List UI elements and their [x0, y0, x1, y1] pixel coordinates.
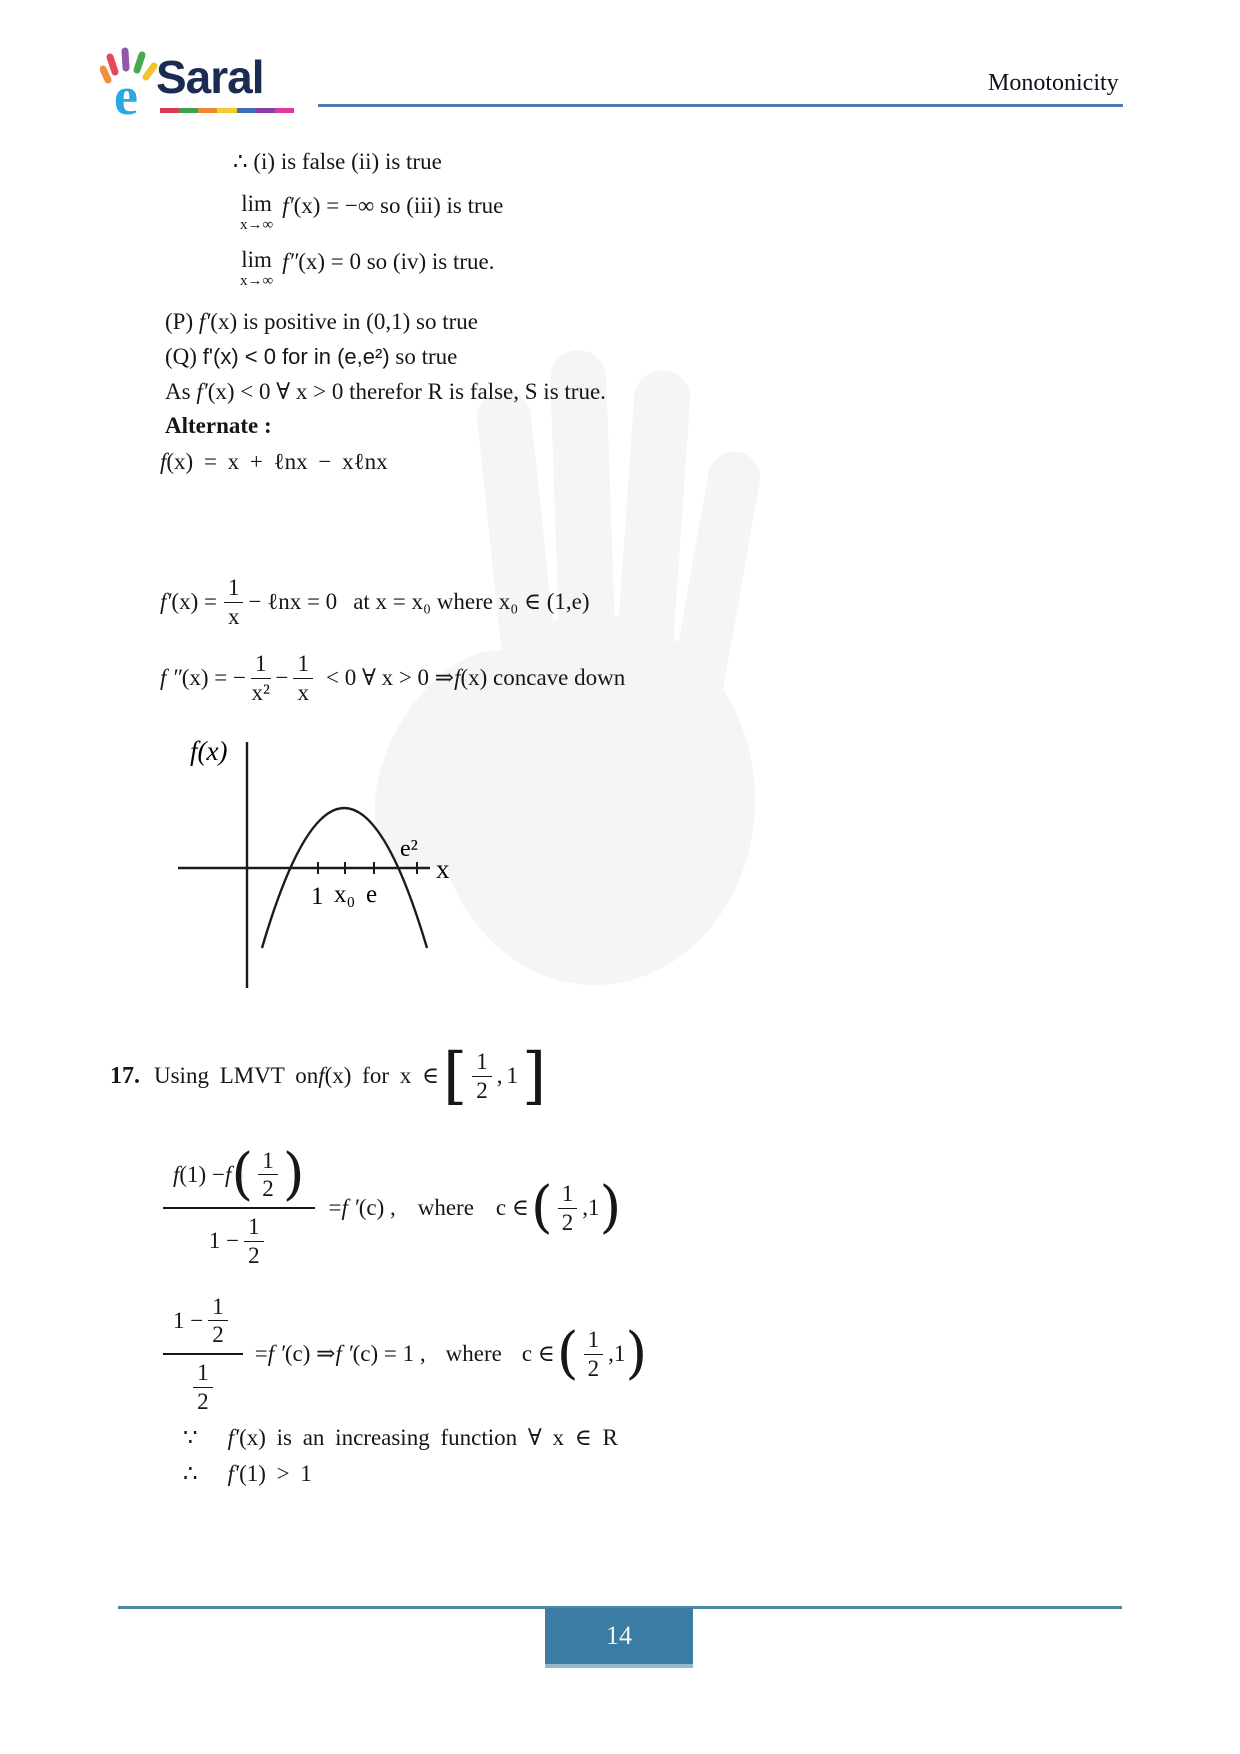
- denominator: 2: [587, 1355, 600, 1381]
- f-double-prime: f ″: [160, 665, 182, 690]
- function-definition: [160, 448, 388, 476]
- lim-word: lim: [241, 191, 272, 216]
- concavity-graph: [150, 726, 480, 994]
- equation-mid: − ℓnx = 0: [248, 589, 338, 614]
- f-symbol: f: [160, 449, 167, 474]
- page-number: 14: [606, 1621, 632, 1650]
- limit-operator: [240, 248, 273, 289]
- numerator-text: 1 −: [173, 1307, 204, 1333]
- f-symbol: f: [454, 665, 461, 690]
- lim-subscript: x→∞: [240, 273, 274, 289]
- left-paren: (: [231, 1141, 254, 1207]
- numerator: 1: [258, 1148, 278, 1176]
- fraction-half: [558, 1181, 578, 1236]
- tick-label-x0: x₀: [334, 881, 356, 908]
- c-membership: c ∈: [495, 1195, 529, 1220]
- numerator: 1: [558, 1181, 578, 1209]
- fraction-half: [193, 1360, 213, 1415]
- denominator: 2: [561, 1209, 574, 1235]
- interval-tail: ,1: [582, 1195, 600, 1220]
- conclusion-because: [183, 1424, 618, 1452]
- statement-RS: [165, 378, 606, 406]
- c-membership: c ∈: [521, 1341, 555, 1366]
- f-prime: f′: [227, 1425, 240, 1450]
- denominator: 2: [197, 1388, 209, 1414]
- line-text: (x) = −∞ so (iii) is true: [293, 193, 504, 218]
- fraction-half: [244, 1214, 264, 1269]
- equation-lhs: (x) = −: [181, 665, 246, 690]
- numerator-text: (1) −: [179, 1161, 225, 1187]
- lim-subscript: x→∞: [240, 217, 274, 233]
- equation-lhs: (x) =: [171, 589, 217, 614]
- line-text: (x) is positive in (0,1) so true: [210, 309, 478, 334]
- as-word: As: [165, 379, 197, 404]
- rhs-text: (c) ⇒: [284, 1341, 336, 1366]
- rhs-text: (c) ,: [358, 1195, 396, 1220]
- right-bracket: ]: [521, 1039, 547, 1113]
- tick-label-e2: e²: [400, 836, 418, 862]
- comma: ,: [496, 1063, 503, 1088]
- equation-tail-2: (x) concave down: [460, 665, 626, 690]
- main-fraction: [163, 1294, 243, 1415]
- f-prime: f ′: [341, 1195, 359, 1220]
- denominator: x: [227, 603, 240, 629]
- alternate-heading: [165, 412, 272, 440]
- f-prime: f′: [282, 193, 294, 218]
- main-numerator: [163, 1141, 315, 1210]
- interval-end: 1: [506, 1063, 518, 1088]
- numerator: 1: [584, 1327, 604, 1355]
- numerator: 1: [208, 1294, 228, 1322]
- denominator: x²: [251, 679, 270, 705]
- denominator: 2: [262, 1176, 274, 1202]
- fraction-1-over-x: [293, 651, 313, 706]
- fraction-half: [584, 1327, 604, 1382]
- main-denominator: [209, 1209, 269, 1269]
- numerator: 1: [244, 1214, 264, 1242]
- denominator: 2: [212, 1322, 224, 1348]
- line-text: (x) = x + ℓnx − xℓnx: [166, 449, 388, 474]
- therefore-symbol: ∴: [183, 1461, 198, 1486]
- page-title: Monotonicity: [988, 70, 1119, 96]
- numerator: 1: [293, 651, 313, 679]
- equation-f-prime: [160, 566, 590, 638]
- inequality-text: f'(x) < 0 for in (e,e²): [202, 344, 390, 369]
- equals: =: [328, 1195, 342, 1220]
- question-17: [110, 1040, 546, 1112]
- because-symbol: ∵: [183, 1425, 198, 1450]
- limit-operator: [240, 192, 273, 233]
- left-paren: (: [530, 1175, 553, 1241]
- tick-label-1: 1: [311, 883, 324, 910]
- line-conclusion-i-ii: [233, 148, 442, 176]
- main-numerator: [163, 1294, 243, 1356]
- logo-letter-e: e: [114, 66, 138, 118]
- label-Q: (Q): [165, 344, 203, 369]
- header-rule: [318, 104, 1123, 107]
- numerator: 1: [193, 1360, 213, 1388]
- lim-word: lim: [241, 247, 272, 272]
- left-paren: (: [556, 1321, 579, 1387]
- line-text: (x) = 0 so (iv) is true.: [298, 249, 495, 274]
- f-symbol: f: [224, 1161, 232, 1187]
- lmvt-equation-1: [163, 1128, 621, 1288]
- denominator: 2: [248, 1242, 260, 1268]
- where-word: where: [445, 1341, 502, 1366]
- logo-underline: [160, 108, 294, 113]
- x-axis-label: x: [436, 854, 450, 884]
- fraction-1-over-x: [224, 575, 244, 630]
- y-axis-label: f(x): [190, 736, 228, 766]
- question-text: Using LMVT on: [154, 1063, 319, 1088]
- concave-curve: [262, 808, 427, 948]
- right-paren: ): [599, 1175, 622, 1241]
- question-text-2: (x) for x ∈: [324, 1063, 440, 1088]
- f-prime: f′: [198, 309, 211, 334]
- rhs-text-2: (c) = 1 ,: [352, 1341, 426, 1366]
- limit-1-expression: [282, 192, 503, 220]
- lmvt-equation-2: [163, 1284, 647, 1424]
- where-word: where: [417, 1195, 474, 1220]
- denominator: x: [297, 679, 309, 705]
- f-symbol: f: [173, 1161, 180, 1187]
- fraction-half: [258, 1148, 278, 1203]
- f-symbol: f: [318, 1063, 325, 1088]
- statement-P: [165, 308, 478, 336]
- f-prime: f′: [160, 589, 172, 614]
- logo-wordmark: Saral: [156, 51, 264, 103]
- fraction-half: [208, 1294, 228, 1349]
- page-number-box: [545, 1608, 693, 1668]
- numerator: 1: [472, 1049, 492, 1077]
- equation-condition: at x = x₀ where x₀ ∈ (1,e): [353, 589, 590, 614]
- line-text: (1) > 1: [239, 1461, 312, 1486]
- line-text: so true: [389, 344, 458, 369]
- main-fraction: [163, 1141, 315, 1269]
- question-number: 17.: [110, 1062, 140, 1089]
- limit-2-expression: [282, 248, 494, 276]
- equation-f-double-prime: [160, 640, 625, 716]
- f-prime: f ′: [267, 1341, 285, 1366]
- fraction-half: [472, 1049, 492, 1104]
- fraction-1-over-x-squared: [251, 651, 271, 706]
- right-paren: ): [282, 1141, 305, 1207]
- esaral-logo-icon: [100, 42, 164, 118]
- limit-line-2: [240, 248, 495, 289]
- limit-line-1: [240, 192, 503, 233]
- line-text: (x) is an increasing function ∀ x ∈ R: [239, 1425, 618, 1450]
- conclusion-therefore: [183, 1460, 312, 1488]
- f-prime: f′: [227, 1461, 240, 1486]
- numerator: 1: [251, 651, 271, 679]
- minus-sign: −: [275, 665, 289, 690]
- heading-text: Alternate :: [165, 413, 272, 438]
- interval-tail: ,1: [608, 1341, 626, 1366]
- equation-tail: < 0 ∀ x > 0 ⇒: [325, 665, 455, 690]
- denominator-text: 1 −: [208, 1228, 240, 1254]
- left-bracket: [: [443, 1039, 468, 1113]
- numerator: 1: [224, 575, 244, 603]
- main-denominator: [188, 1355, 218, 1415]
- equals: =: [254, 1341, 268, 1366]
- line-text: ∴ (i) is false (ii) is true: [233, 149, 442, 174]
- right-paren: ): [625, 1321, 648, 1387]
- label-P: (P): [165, 309, 199, 334]
- esaral-logo: [100, 42, 310, 118]
- statement-Q: [165, 343, 457, 371]
- line-text: (x) < 0 ∀ x > 0 therefor R is false, S is true.: [207, 379, 606, 404]
- denominator: 2: [476, 1077, 488, 1103]
- f-prime: f′: [196, 379, 208, 404]
- header: [0, 0, 1240, 120]
- f-prime: f ′: [335, 1341, 353, 1366]
- f-double-prime: f″: [282, 249, 299, 274]
- tick-label-e: e: [366, 881, 378, 908]
